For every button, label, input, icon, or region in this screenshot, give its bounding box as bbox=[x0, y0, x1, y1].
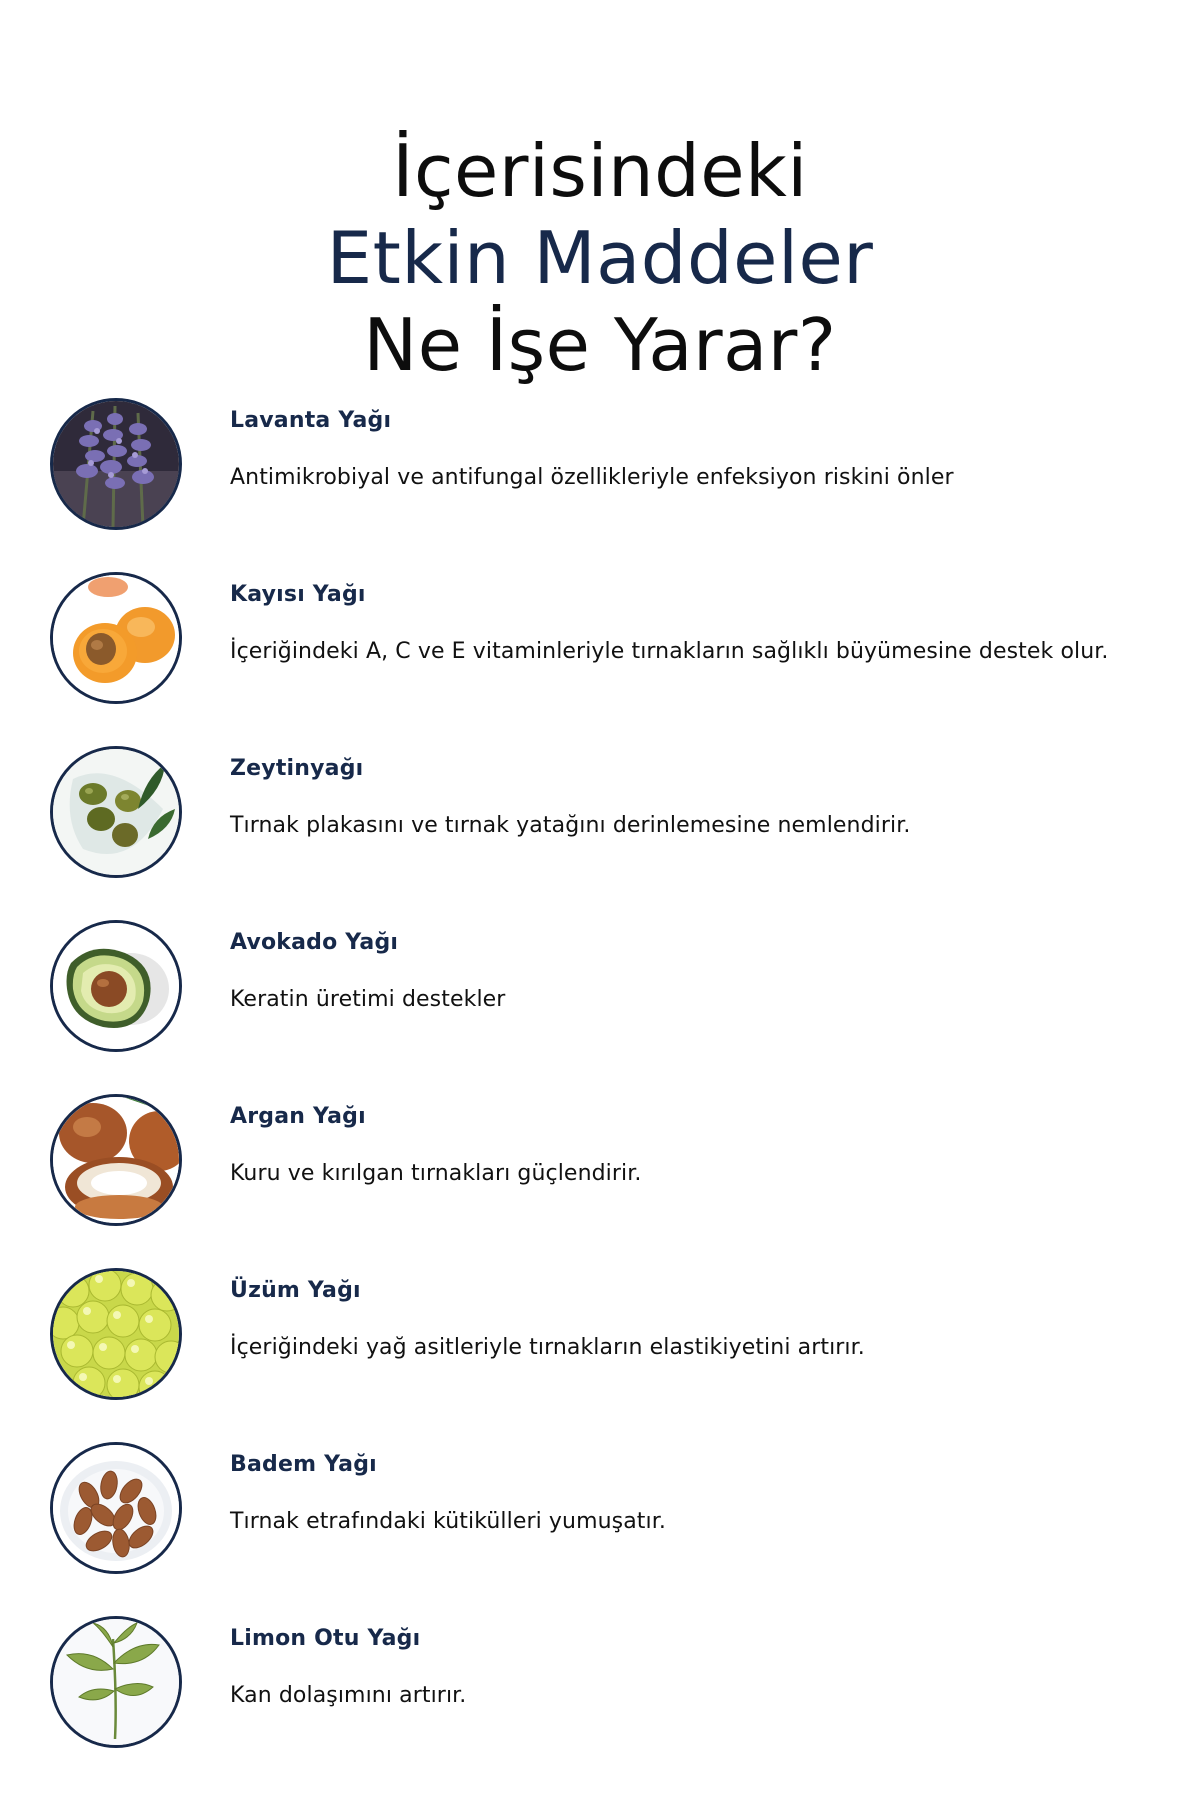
heading-line-1: İçerisindeki bbox=[392, 129, 808, 213]
ingredient-description: Antimikrobiyal ve antifungal özellikleriyle enfeksiyon riskini önler bbox=[230, 465, 954, 490]
ingredient-item-apricot bbox=[0, 572, 1200, 722]
ingredient-description: Kan dolaşımını artırır. bbox=[230, 1683, 467, 1708]
ingredient-title: Lavanta Yağı bbox=[230, 408, 392, 433]
ingredient-item-lemon-balm bbox=[0, 1616, 1200, 1766]
grape-icon bbox=[50, 1268, 182, 1400]
ingredient-item-argan bbox=[0, 1094, 1200, 1244]
lemon-balm-icon bbox=[50, 1616, 182, 1748]
avocado-icon bbox=[50, 920, 182, 1052]
ingredient-description: Tırnak etrafındaki kütikülleri yumuşatır. bbox=[230, 1509, 666, 1534]
ingredient-item-avocado bbox=[0, 920, 1200, 1070]
ingredient-description: Keratin üretimi destekler bbox=[230, 987, 506, 1012]
ingredient-title: Avokado Yağı bbox=[230, 930, 399, 955]
ingredient-title: Üzüm Yağı bbox=[230, 1278, 361, 1303]
ingredient-title: Argan Yağı bbox=[230, 1104, 366, 1129]
ingredient-description: İçeriğindeki yağ asitleriyle tırnakların elastikiyetini artırır. bbox=[230, 1335, 865, 1360]
ingredient-item-lavender bbox=[0, 398, 1200, 548]
ingredient-title: Badem Yağı bbox=[230, 1452, 377, 1477]
lavender-icon bbox=[50, 398, 182, 530]
almond-icon bbox=[50, 1442, 182, 1574]
ingredient-item-grape bbox=[0, 1268, 1200, 1418]
page-heading bbox=[0, 128, 1200, 389]
ingredient-title: Limon Otu Yağı bbox=[230, 1626, 421, 1651]
heading-line-3: Ne İşe Yarar? bbox=[363, 303, 837, 387]
ingredient-title: Zeytinyağı bbox=[230, 756, 364, 781]
argan-icon bbox=[50, 1094, 182, 1226]
ingredient-description: Tırnak plakasını ve tırnak yatağını derinlemesine nemlendirir. bbox=[230, 813, 911, 838]
apricot-icon bbox=[50, 572, 182, 704]
ingredient-description: Kuru ve kırılgan tırnakları güçlendirir. bbox=[230, 1161, 642, 1186]
ingredient-item-almond bbox=[0, 1442, 1200, 1592]
olive-icon bbox=[50, 746, 182, 878]
heading-line-2: Etkin Maddeler bbox=[326, 216, 874, 300]
ingredient-item-olive bbox=[0, 746, 1200, 896]
ingredient-description: İçeriğindeki A, C ve E vitaminleriyle tırnakların sağlıklı büyümesine destek olur. bbox=[230, 639, 1109, 664]
ingredient-title: Kayısı Yağı bbox=[230, 582, 366, 607]
